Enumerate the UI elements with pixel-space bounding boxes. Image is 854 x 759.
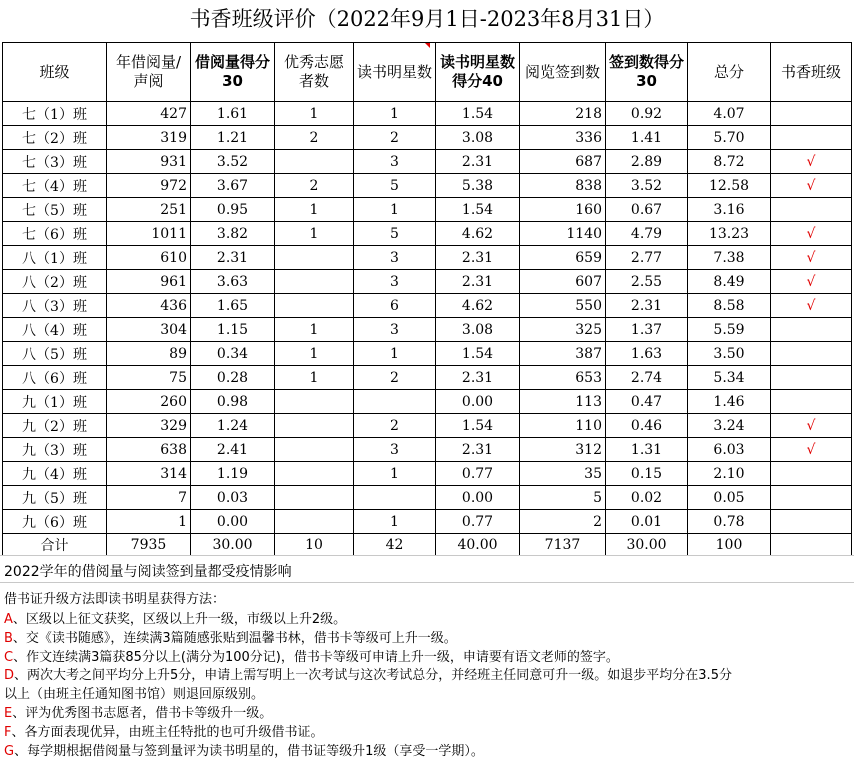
volunteers-cell[interactable] xyxy=(275,438,354,462)
borrow-score-cell[interactable]: 1.19 xyxy=(191,462,275,486)
rule-letter: C xyxy=(4,649,14,665)
rule-item[interactable] xyxy=(4,683,264,702)
total-cell[interactable]: 3.24 xyxy=(688,414,771,438)
total-stars-cell[interactable]: 42 xyxy=(354,534,436,556)
star-score-cell[interactable]: 0.00 xyxy=(436,390,520,414)
class-name-cell[interactable]: 八（1）班 xyxy=(3,246,107,270)
table-row xyxy=(3,150,852,174)
signin-cell[interactable]: 325 xyxy=(520,318,606,342)
total-cell[interactable]: 0.05 xyxy=(688,486,771,510)
rules-title[interactable]: 借书证升级方法即读书明星获得方法： xyxy=(4,592,226,607)
volunteers-cell[interactable] xyxy=(275,414,354,438)
total-cell[interactable]: 5.59 xyxy=(688,318,771,342)
borrow-cell[interactable]: 251 xyxy=(107,198,191,222)
star-score-cell[interactable]: 3.08 xyxy=(436,318,520,342)
total-signin-score-cell[interactable]: 30.00 xyxy=(606,534,688,556)
honor-cell[interactable] xyxy=(771,486,852,510)
class-name-cell[interactable]: 九（4）班 xyxy=(3,462,107,486)
stars-cell[interactable] xyxy=(354,486,436,510)
total-cell[interactable]: 0.78 xyxy=(688,510,771,534)
stars-cell[interactable]: 3 xyxy=(354,438,436,462)
volunteers-cell[interactable] xyxy=(275,510,354,534)
signin-cell[interactable]: 1140 xyxy=(520,222,606,246)
honor-cell[interactable]: √ xyxy=(771,414,852,438)
total-cell[interactable]: 13.23 xyxy=(688,222,771,246)
stars-cell[interactable]: 5 xyxy=(354,222,436,246)
borrow-cell[interactable]: 329 xyxy=(107,414,191,438)
table-row xyxy=(3,270,852,294)
total-cell[interactable]: 7.38 xyxy=(688,246,771,270)
borrow-cell[interactable]: 260 xyxy=(107,390,191,414)
borrow-score-cell[interactable]: 0.98 xyxy=(191,390,275,414)
header-volunteers[interactable]: 优秀志愿者数 xyxy=(275,43,354,102)
total-cell[interactable]: 6.03 xyxy=(688,438,771,462)
class-evaluation-table xyxy=(2,42,852,556)
sheet-title: 书香班级评价（2022年9月1日-2023年8月31日） xyxy=(189,7,665,31)
signin-cell[interactable]: 607 xyxy=(520,270,606,294)
signin-score-cell[interactable]: 0.15 xyxy=(606,462,688,486)
stars-cell[interactable]: 2 xyxy=(354,414,436,438)
signin-cell[interactable]: 113 xyxy=(520,390,606,414)
class-name-cell[interactable]: 八（3）班 xyxy=(3,294,107,318)
borrow-cell[interactable]: 319 xyxy=(107,126,191,150)
honor-cell[interactable]: √ xyxy=(771,294,852,318)
borrow-score-cell[interactable]: 3.52 xyxy=(191,150,275,174)
honor-cell[interactable] xyxy=(771,198,852,222)
stars-cell[interactable]: 5 xyxy=(354,174,436,198)
borrow-score-cell[interactable]: 0.03 xyxy=(191,486,275,510)
volunteers-cell[interactable]: 1 xyxy=(275,342,354,366)
table-row xyxy=(3,294,852,318)
volunteers-cell[interactable] xyxy=(275,270,354,294)
borrow-cell[interactable]: 610 xyxy=(107,246,191,270)
signin-score-cell[interactable]: 1.37 xyxy=(606,318,688,342)
class-name-cell[interactable]: 九（2）班 xyxy=(3,414,107,438)
class-name-cell[interactable]: 七（4）班 xyxy=(3,174,107,198)
borrow-score-cell[interactable]: 3.82 xyxy=(191,222,275,246)
borrow-score-cell[interactable]: 2.41 xyxy=(191,438,275,462)
volunteers-cell[interactable]: 1 xyxy=(275,198,354,222)
rule-text: 、各方面表现优异，由班主任特批的也可升级借书证。 xyxy=(11,724,324,740)
honor-cell[interactable] xyxy=(771,390,852,414)
signin-score-cell[interactable]: 2.55 xyxy=(606,270,688,294)
class-name-cell[interactable]: 七（6）班 xyxy=(3,222,107,246)
signin-cell[interactable]: 2 xyxy=(520,510,606,534)
star-score-cell[interactable]: 0.00 xyxy=(436,486,520,510)
class-name-cell[interactable]: 九（5）班 xyxy=(3,486,107,510)
stars-cell[interactable]: 3 xyxy=(354,318,436,342)
header-borrow[interactable]: 年借阅量/声阅 xyxy=(107,43,191,102)
signin-cell[interactable]: 110 xyxy=(520,414,606,438)
volunteers-cell[interactable]: 1 xyxy=(275,366,354,390)
borrow-cell[interactable]: 972 xyxy=(107,174,191,198)
borrow-score-cell[interactable]: 1.24 xyxy=(191,414,275,438)
signin-score-cell[interactable]: 0.47 xyxy=(606,390,688,414)
honor-cell[interactable]: √ xyxy=(771,174,852,198)
volunteers-cell[interactable]: 2 xyxy=(275,126,354,150)
divider xyxy=(0,582,854,583)
header-signin-score[interactable]: 签到数得分30 xyxy=(606,43,688,102)
star-score-cell[interactable]: 1.54 xyxy=(436,198,520,222)
stars-cell[interactable]: 6 xyxy=(354,294,436,318)
signin-cell[interactable]: 687 xyxy=(520,150,606,174)
total-cell[interactable]: 8.58 xyxy=(688,294,771,318)
signin-score-cell[interactable]: 0.01 xyxy=(606,510,688,534)
total-cell[interactable]: 4.07 xyxy=(688,102,771,126)
volunteers-cell[interactable] xyxy=(275,294,354,318)
signin-cell[interactable]: 160 xyxy=(520,198,606,222)
signin-cell[interactable]: 838 xyxy=(520,174,606,198)
header-stars[interactable]: 读书明星数 xyxy=(354,43,436,102)
table-row xyxy=(3,510,852,534)
signin-cell[interactable]: 312 xyxy=(520,438,606,462)
star-score-cell[interactable]: 2.31 xyxy=(436,366,520,390)
star-score-cell[interactable]: 2.31 xyxy=(436,270,520,294)
star-score-cell[interactable]: 1.54 xyxy=(436,102,520,126)
table-row xyxy=(3,342,852,366)
stars-cell[interactable] xyxy=(354,390,436,414)
star-score-cell[interactable]: 2.31 xyxy=(436,246,520,270)
signin-score-cell[interactable]: 1.41 xyxy=(606,126,688,150)
signin-cell[interactable]: 5 xyxy=(520,486,606,510)
total-cell[interactable]: 8.72 xyxy=(688,150,771,174)
honor-cell[interactable]: √ xyxy=(771,150,852,174)
borrow-score-cell[interactable]: 3.67 xyxy=(191,174,275,198)
borrow-cell[interactable]: 931 xyxy=(107,150,191,174)
borrow-cell[interactable]: 1 xyxy=(107,510,191,534)
star-score-cell[interactable]: 4.62 xyxy=(436,222,520,246)
signin-score-cell[interactable]: 0.46 xyxy=(606,414,688,438)
star-score-cell[interactable]: 1.54 xyxy=(436,414,520,438)
table-row xyxy=(3,198,852,222)
signin-cell[interactable]: 336 xyxy=(520,126,606,150)
volunteers-cell[interactable] xyxy=(275,246,354,270)
borrow-score-cell[interactable]: 0.95 xyxy=(191,198,275,222)
rule-text: 以上（由班主任通知图书馆）则退回原级别。 xyxy=(4,687,265,703)
total-star-score-cell[interactable]: 40.00 xyxy=(436,534,520,556)
signin-cell[interactable]: 218 xyxy=(520,102,606,126)
rule-letter: E xyxy=(4,706,13,721)
rule-letter: A xyxy=(4,612,13,627)
table-row xyxy=(3,174,852,198)
rule-text: 、作文连续满3篇获85分以上(满分为100分记)，借书卡等级可申请上升一级，申请要有语文老师的签字。 xyxy=(13,649,619,665)
signin-score-cell[interactable]: 3.52 xyxy=(606,174,688,198)
rule-letter: D xyxy=(4,668,15,684)
honor-cell[interactable]: √ xyxy=(771,270,852,294)
header-total[interactable]: 总分 xyxy=(688,43,771,102)
signin-score-cell[interactable]: 2.89 xyxy=(606,150,688,174)
stars-cell[interactable]: 2 xyxy=(354,126,436,150)
signin-score-cell[interactable]: 4.79 xyxy=(606,222,688,246)
total-cell[interactable]: 8.49 xyxy=(688,270,771,294)
class-name-cell[interactable]: 八（6）班 xyxy=(3,366,107,390)
total-cell[interactable]: 1.46 xyxy=(688,390,771,414)
stars-cell[interactable]: 1 xyxy=(354,510,436,534)
honor-cell[interactable] xyxy=(771,318,852,342)
borrow-cell[interactable]: 427 xyxy=(107,102,191,126)
table-row xyxy=(3,462,852,486)
rule-item[interactable] xyxy=(4,721,324,740)
honor-cell[interactable]: √ xyxy=(771,222,852,246)
rule-item[interactable] xyxy=(4,627,457,646)
honor-cell[interactable] xyxy=(771,462,852,486)
remark-text[interactable]: 2022学年的借阅量与阅读签到量都受疫情影响 xyxy=(4,564,292,580)
star-score-cell[interactable]: 4.62 xyxy=(436,294,520,318)
total-signin-cell[interactable]: 7137 xyxy=(520,534,606,556)
star-score-cell[interactable]: 0.77 xyxy=(436,510,520,534)
class-name-cell[interactable]: 九（1）班 xyxy=(3,390,107,414)
borrow-cell[interactable]: 75 xyxy=(107,366,191,390)
borrow-cell[interactable]: 314 xyxy=(107,462,191,486)
total-cell[interactable]: 3.16 xyxy=(688,198,771,222)
rule-letter: B xyxy=(4,630,13,646)
stars-cell[interactable]: 3 xyxy=(354,270,436,294)
star-score-cell[interactable]: 0.77 xyxy=(436,462,520,486)
divider xyxy=(0,555,854,556)
volunteers-cell[interactable] xyxy=(275,462,354,486)
borrow-cell[interactable]: 1011 xyxy=(107,222,191,246)
class-name-cell[interactable]: 八（2）班 xyxy=(3,270,107,294)
rule-letter: G xyxy=(4,743,15,759)
signin-score-cell[interactable]: 0.02 xyxy=(606,486,688,510)
comment-indicator xyxy=(425,43,430,48)
table-row xyxy=(3,390,852,414)
signin-score-cell[interactable]: 0.67 xyxy=(606,198,688,222)
signin-cell[interactable]: 659 xyxy=(520,246,606,270)
stars-cell[interactable]: 3 xyxy=(354,246,436,270)
borrow-score-cell[interactable]: 1.65 xyxy=(191,294,275,318)
total-borrow-cell[interactable]: 7935 xyxy=(107,534,191,556)
class-name-cell[interactable]: 九（3）班 xyxy=(3,438,107,462)
header-borrow-score[interactable]: 借阅量得分30 xyxy=(191,43,275,102)
borrow-score-cell[interactable]: 1.61 xyxy=(191,102,275,126)
signin-cell[interactable]: 35 xyxy=(520,462,606,486)
rule-letter: F xyxy=(4,724,12,740)
total-total-cell[interactable]: 100 xyxy=(688,534,771,556)
class-name-cell[interactable]: 七（2）班 xyxy=(3,126,107,150)
rule-text: 、区级以上征文获奖，区级以上升一级，市级以上升2级。 xyxy=(12,612,347,627)
borrow-score-cell[interactable]: 0.28 xyxy=(191,366,275,390)
stars-cell[interactable]: 1 xyxy=(354,198,436,222)
table-row xyxy=(3,102,852,126)
class-name-cell[interactable]: 八（5）班 xyxy=(3,342,107,366)
rule-item[interactable] xyxy=(4,740,484,759)
total-honor-cell[interactable] xyxy=(771,534,852,556)
header-honor[interactable]: 书香班级 xyxy=(771,43,852,102)
honor-cell[interactable] xyxy=(771,342,852,366)
borrow-score-cell[interactable]: 0.00 xyxy=(191,510,275,534)
class-name-cell[interactable]: 七（1）班 xyxy=(3,102,107,126)
stars-cell[interactable]: 1 xyxy=(354,102,436,126)
honor-cell[interactable] xyxy=(771,510,852,534)
star-score-cell[interactable]: 3.08 xyxy=(436,126,520,150)
rule-text: 、每学期根据借阅量与签到量评为读书明星的，借书证等级升1级（享受一学期）。 xyxy=(14,743,484,759)
table-row xyxy=(3,366,852,390)
star-score-cell[interactable]: 2.31 xyxy=(436,438,520,462)
header-star-score[interactable]: 读书明星数得分40 xyxy=(436,43,520,102)
signin-cell[interactable]: 653 xyxy=(520,366,606,390)
total-cell[interactable]: 3.50 xyxy=(688,342,771,366)
total-cell[interactable]: 5.70 xyxy=(688,126,771,150)
total-row xyxy=(3,534,852,556)
signin-score-cell[interactable]: 1.31 xyxy=(606,438,688,462)
total-cell[interactable]: 12.58 xyxy=(688,174,771,198)
honor-cell[interactable]: √ xyxy=(771,246,852,270)
table-row xyxy=(3,486,852,510)
borrow-score-cell[interactable]: 1.15 xyxy=(191,318,275,342)
volunteers-cell[interactable] xyxy=(275,390,354,414)
class-name-cell[interactable]: 七（5）班 xyxy=(3,198,107,222)
borrow-score-cell[interactable]: 2.31 xyxy=(191,246,275,270)
stars-cell[interactable]: 2 xyxy=(354,366,436,390)
rule-text: 、评为优秀图书志愿者，借书卡等级升一级。 xyxy=(12,706,273,721)
header-row xyxy=(3,43,852,102)
total-volunteers-cell[interactable]: 10 xyxy=(275,534,354,556)
signin-score-cell[interactable]: 2.31 xyxy=(606,294,688,318)
star-score-cell[interactable]: 1.54 xyxy=(436,342,520,366)
borrow-cell[interactable]: 961 xyxy=(107,270,191,294)
borrow-cell[interactable]: 89 xyxy=(107,342,191,366)
class-name-cell[interactable]: 七（3）班 xyxy=(3,150,107,174)
borrow-score-cell[interactable]: 0.34 xyxy=(191,342,275,366)
header-class[interactable]: 班级 xyxy=(3,43,107,102)
table-row xyxy=(3,438,852,462)
table-row xyxy=(3,222,852,246)
volunteers-cell[interactable]: 1 xyxy=(275,102,354,126)
star-score-cell[interactable]: 5.38 xyxy=(436,174,520,198)
signin-score-cell[interactable]: 1.63 xyxy=(606,342,688,366)
signin-cell[interactable]: 387 xyxy=(520,342,606,366)
rule-item[interactable] xyxy=(4,608,346,627)
rule-item[interactable] xyxy=(4,702,272,721)
volunteers-cell[interactable]: 2 xyxy=(275,174,354,198)
volunteers-cell[interactable] xyxy=(275,150,354,174)
rule-text: 、两次大考之间平均分上升5分，申请上需写明上一次考试与这次考试总分，并经班主任同意可升一级。如退步平均分在3.5分 xyxy=(14,668,732,684)
class-name-cell[interactable]: 九（6）班 xyxy=(3,510,107,534)
total-borrow-score-cell[interactable]: 30.00 xyxy=(191,534,275,556)
total-label[interactable]: 合计 xyxy=(3,534,107,556)
stars-cell[interactable]: 1 xyxy=(354,462,436,486)
stars-cell[interactable]: 3 xyxy=(354,150,436,174)
class-name-cell[interactable]: 八（4）班 xyxy=(3,318,107,342)
honor-cell[interactable] xyxy=(771,102,852,126)
table-row xyxy=(3,318,852,342)
honor-cell[interactable] xyxy=(771,366,852,390)
rule-text: 、交《读书随感》，连续满3篇随感张贴到温馨书林，借书卡等级可上升一级。 xyxy=(12,630,457,646)
volunteers-cell[interactable]: 1 xyxy=(275,318,354,342)
total-cell[interactable]: 2.10 xyxy=(688,462,771,486)
signin-score-cell[interactable]: 2.74 xyxy=(606,366,688,390)
signin-score-cell[interactable]: 2.77 xyxy=(606,246,688,270)
borrow-score-cell[interactable]: 3.63 xyxy=(191,270,275,294)
honor-cell[interactable] xyxy=(771,126,852,150)
stars-cell[interactable]: 1 xyxy=(354,342,436,366)
star-score-cell[interactable]: 2.31 xyxy=(436,150,520,174)
borrow-cell[interactable]: 304 xyxy=(107,318,191,342)
borrow-cell[interactable]: 436 xyxy=(107,294,191,318)
volunteers-cell[interactable]: 1 xyxy=(275,222,354,246)
borrow-score-cell[interactable]: 1.21 xyxy=(191,126,275,150)
rule-item[interactable] xyxy=(4,646,619,665)
volunteers-cell[interactable] xyxy=(275,486,354,510)
table-row xyxy=(3,126,852,150)
table-row xyxy=(3,414,852,438)
rule-item[interactable] xyxy=(4,664,732,683)
borrow-cell[interactable]: 638 xyxy=(107,438,191,462)
total-cell[interactable]: 5.34 xyxy=(688,366,771,390)
signin-cell[interactable]: 550 xyxy=(520,294,606,318)
signin-score-cell[interactable]: 0.92 xyxy=(606,102,688,126)
header-signin[interactable]: 阅览签到数 xyxy=(520,43,606,102)
borrow-cell[interactable]: 7 xyxy=(107,486,191,510)
honor-cell[interactable]: √ xyxy=(771,438,852,462)
table-row xyxy=(3,246,852,270)
